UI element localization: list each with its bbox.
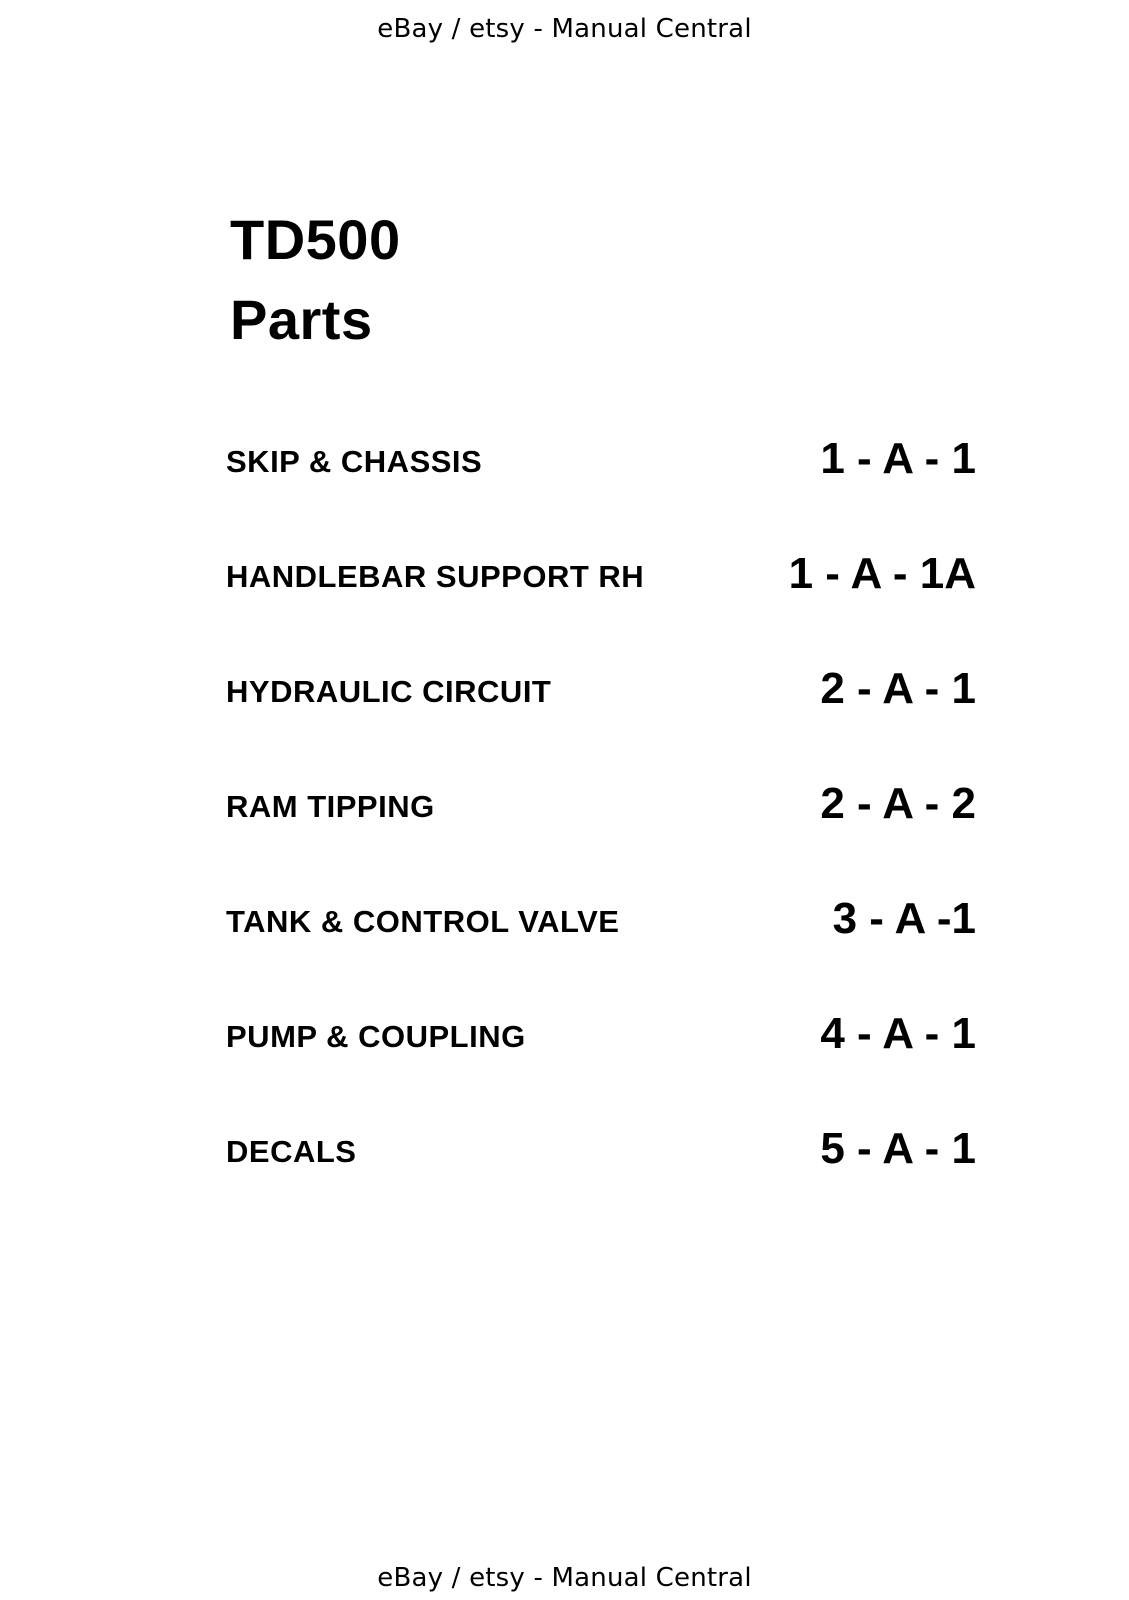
contents-row-tank-control-valve xyxy=(226,888,976,948)
contents-row-ram-tipping xyxy=(226,773,976,833)
contents-ref: 4 - A - 1 xyxy=(820,1009,976,1058)
header-banner: eBay / etsy - Manual Central xyxy=(377,14,752,44)
contents-ref: 3 - A -1 xyxy=(832,894,976,943)
contents-ref: 1 - A - 1A xyxy=(788,549,976,598)
contents-label: HANDLEBAR SUPPORT RH xyxy=(226,559,645,594)
contents-label: TANK & CONTROL VALVE xyxy=(226,904,620,939)
contents-ref: 2 - A - 1 xyxy=(820,664,976,713)
contents-row-handlebar-support xyxy=(226,543,976,603)
contents-row-decals xyxy=(226,1118,976,1178)
contents-ref: 1 - A - 1 xyxy=(820,434,976,483)
contents-ref: 5 - A - 1 xyxy=(820,1124,976,1173)
contents-row-pump-coupling xyxy=(226,1003,976,1063)
contents-label: PUMP & COUPLING xyxy=(226,1019,526,1054)
document-title-subtitle: Parts xyxy=(230,288,373,351)
contents-row-hydraulic-circuit xyxy=(226,658,976,718)
document-title-model: TD500 xyxy=(230,208,401,271)
contents-label: RAM TIPPING xyxy=(226,789,435,824)
contents-label: HYDRAULIC CIRCUIT xyxy=(226,674,552,709)
footer-banner: eBay / etsy - Manual Central xyxy=(377,1563,752,1593)
contents-label: SKIP & CHASSIS xyxy=(226,444,483,479)
contents-row-skip-chassis xyxy=(226,428,976,488)
contents-label: DECALS xyxy=(226,1134,357,1169)
contents-ref: 2 - A - 2 xyxy=(820,779,976,828)
